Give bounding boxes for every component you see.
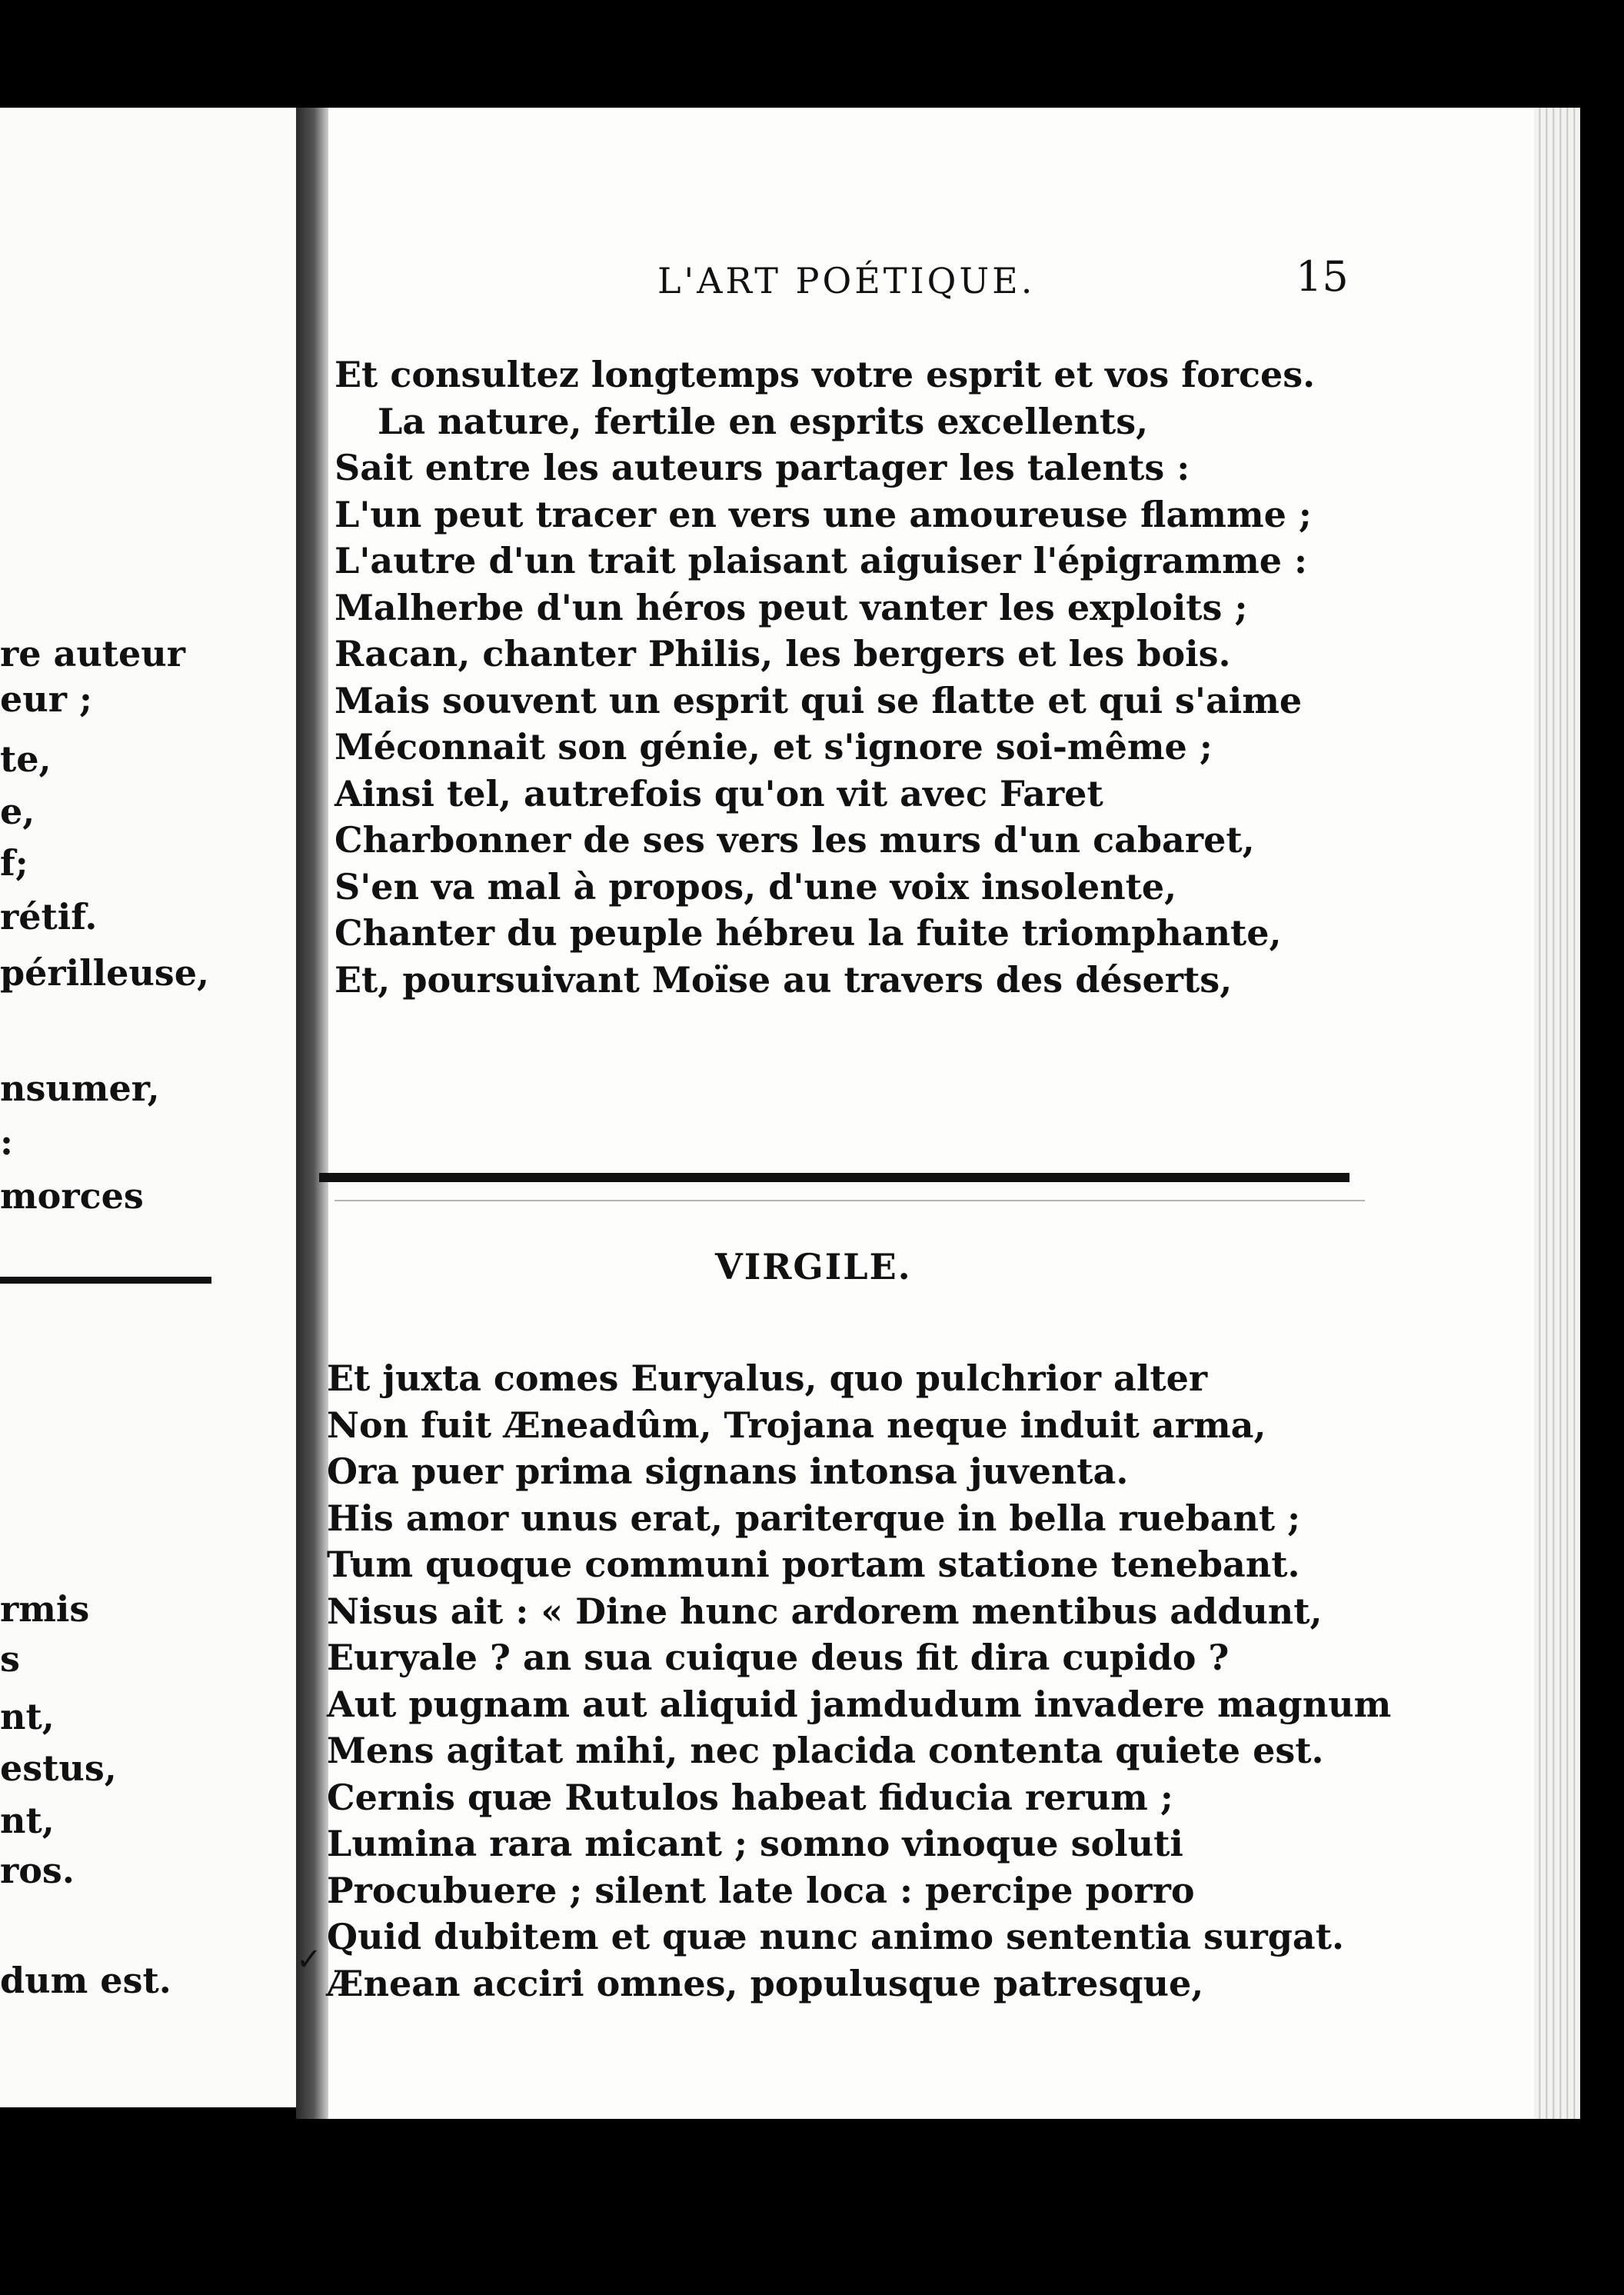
virgile-verse [327, 1355, 1391, 2007]
verse-line: Aut pugnam aut aliquid jamdudum invadere magnum [327, 1683, 1392, 1725]
left-fragment-text: nsumer, [0, 1068, 160, 1109]
verse-line: Chanter du peuple hébreu la fuite triomphante, [334, 912, 1282, 954]
right-page [296, 108, 1580, 2119]
boileau-verse [334, 351, 1315, 1003]
verse-line: Malherbe d'un héros peut vanter les exploits ; [334, 586, 1248, 628]
verse-line: Cernis quæ Rutulos habeat fiducia rerum ; [327, 1776, 1173, 1818]
verse-line: Nisus ait : « Dine hunc ardorem mentibus addunt, [327, 1590, 1323, 1632]
verse-line: Ora puer prima signans intonsa juventa. [327, 1451, 1129, 1492]
left-fragment-text: f; [0, 842, 28, 884]
verse-line: La nature, fertile en esprits excellents, [378, 400, 1149, 442]
running-head: L'ART POÉTIQUE. [657, 260, 1036, 301]
margin-checkmark-icon: ✓ [296, 1942, 322, 1977]
section-title: VIRGILE. [715, 1246, 912, 1287]
left-fragment-text: e, [0, 791, 35, 832]
left-fragment-text: rétif. [0, 896, 98, 938]
left-divider-rule [0, 1277, 211, 1284]
verse-line: Et consultez longtemps votre esprit et vos forces. [334, 354, 1316, 395]
verse-line: Et, poursuivant Moïse au travers des déserts, [334, 958, 1233, 1001]
verse-line: Charbonner de ses vers les murs d'un cabaret, [334, 819, 1255, 861]
verse-line: Non fuit Æneadûm, Trojana neque induit arma, [327, 1404, 1266, 1446]
verse-line: Mens agitat mihi, nec placida contenta quiete est. [327, 1730, 1324, 1771]
left-fragment-text: nt, [0, 1696, 55, 1737]
left-fragment-text: ros. [0, 1850, 75, 1891]
left-fragment-text: estus, [0, 1747, 117, 1789]
left-fragment-text: morces [0, 1175, 144, 1217]
verse-line: Ænean acciri omnes, populusque patresque, [327, 1962, 1204, 2004]
verse-line: Lumina rara micant ; somno vinoque soluti [327, 1823, 1183, 1864]
verse-line: Ainsi tel, autrefois qu'on vit avec Faret [334, 772, 1103, 814]
left-fragment-text: périlleuse, [0, 952, 209, 994]
left-fragment-text: te, [0, 738, 52, 780]
left-fragment-text: s [0, 1638, 20, 1680]
section-divider-shadow [334, 1200, 1365, 1201]
verse-line: L'autre d'un trait plaisant aiguiser l'épigramme : [334, 540, 1307, 581]
verse-line: Procubuere ; silent late loca : percipe porro [327, 1869, 1195, 1911]
verse-line: L'un peut tracer en vers une amoureuse flamme ; [334, 493, 1312, 535]
left-fragment-text: re auteur [0, 633, 185, 675]
verse-line: S'en va mal à propos, d'une voix insolente, [334, 865, 1177, 908]
left-fragment-text: : [0, 1121, 13, 1163]
page-number: 15 [1296, 252, 1349, 301]
page-edges [1534, 108, 1580, 2119]
left-fragment-text: dum est. [0, 1960, 171, 2001]
section-divider [319, 1173, 1349, 1182]
left-page [0, 108, 296, 2107]
left-fragment-text: eur ; [0, 678, 92, 720]
verse-line: Quid dubitem et quæ nunc animo sententia surgat. [327, 1916, 1344, 1957]
book-gutter [296, 108, 328, 2119]
verse-line: Racan, chanter Philis, les bergers et les bois. [334, 633, 1231, 675]
verse-line: Euryale ? an sua cuique deus fit dira cupido ? [327, 1637, 1230, 1678]
verse-line: Mais souvent un esprit qui se flatte et qui s'aime [334, 679, 1303, 721]
left-fragment-text: rmis [0, 1588, 90, 1630]
verse-line: Sait entre les auteurs partager les talents : [334, 447, 1190, 488]
verse-line: Et juxta comes Euryalus, quo pulchrior alter [327, 1357, 1208, 1399]
verse-line: Méconnait son génie, et s'ignore soi-même ; [334, 726, 1213, 768]
verse-line: Tum quoque communi portam statione tenebant. [327, 1544, 1300, 1585]
verse-line: His amor unus erat, pariterque in bella ruebant ; [327, 1497, 1301, 1539]
left-fragment-text: nt, [0, 1800, 55, 1841]
